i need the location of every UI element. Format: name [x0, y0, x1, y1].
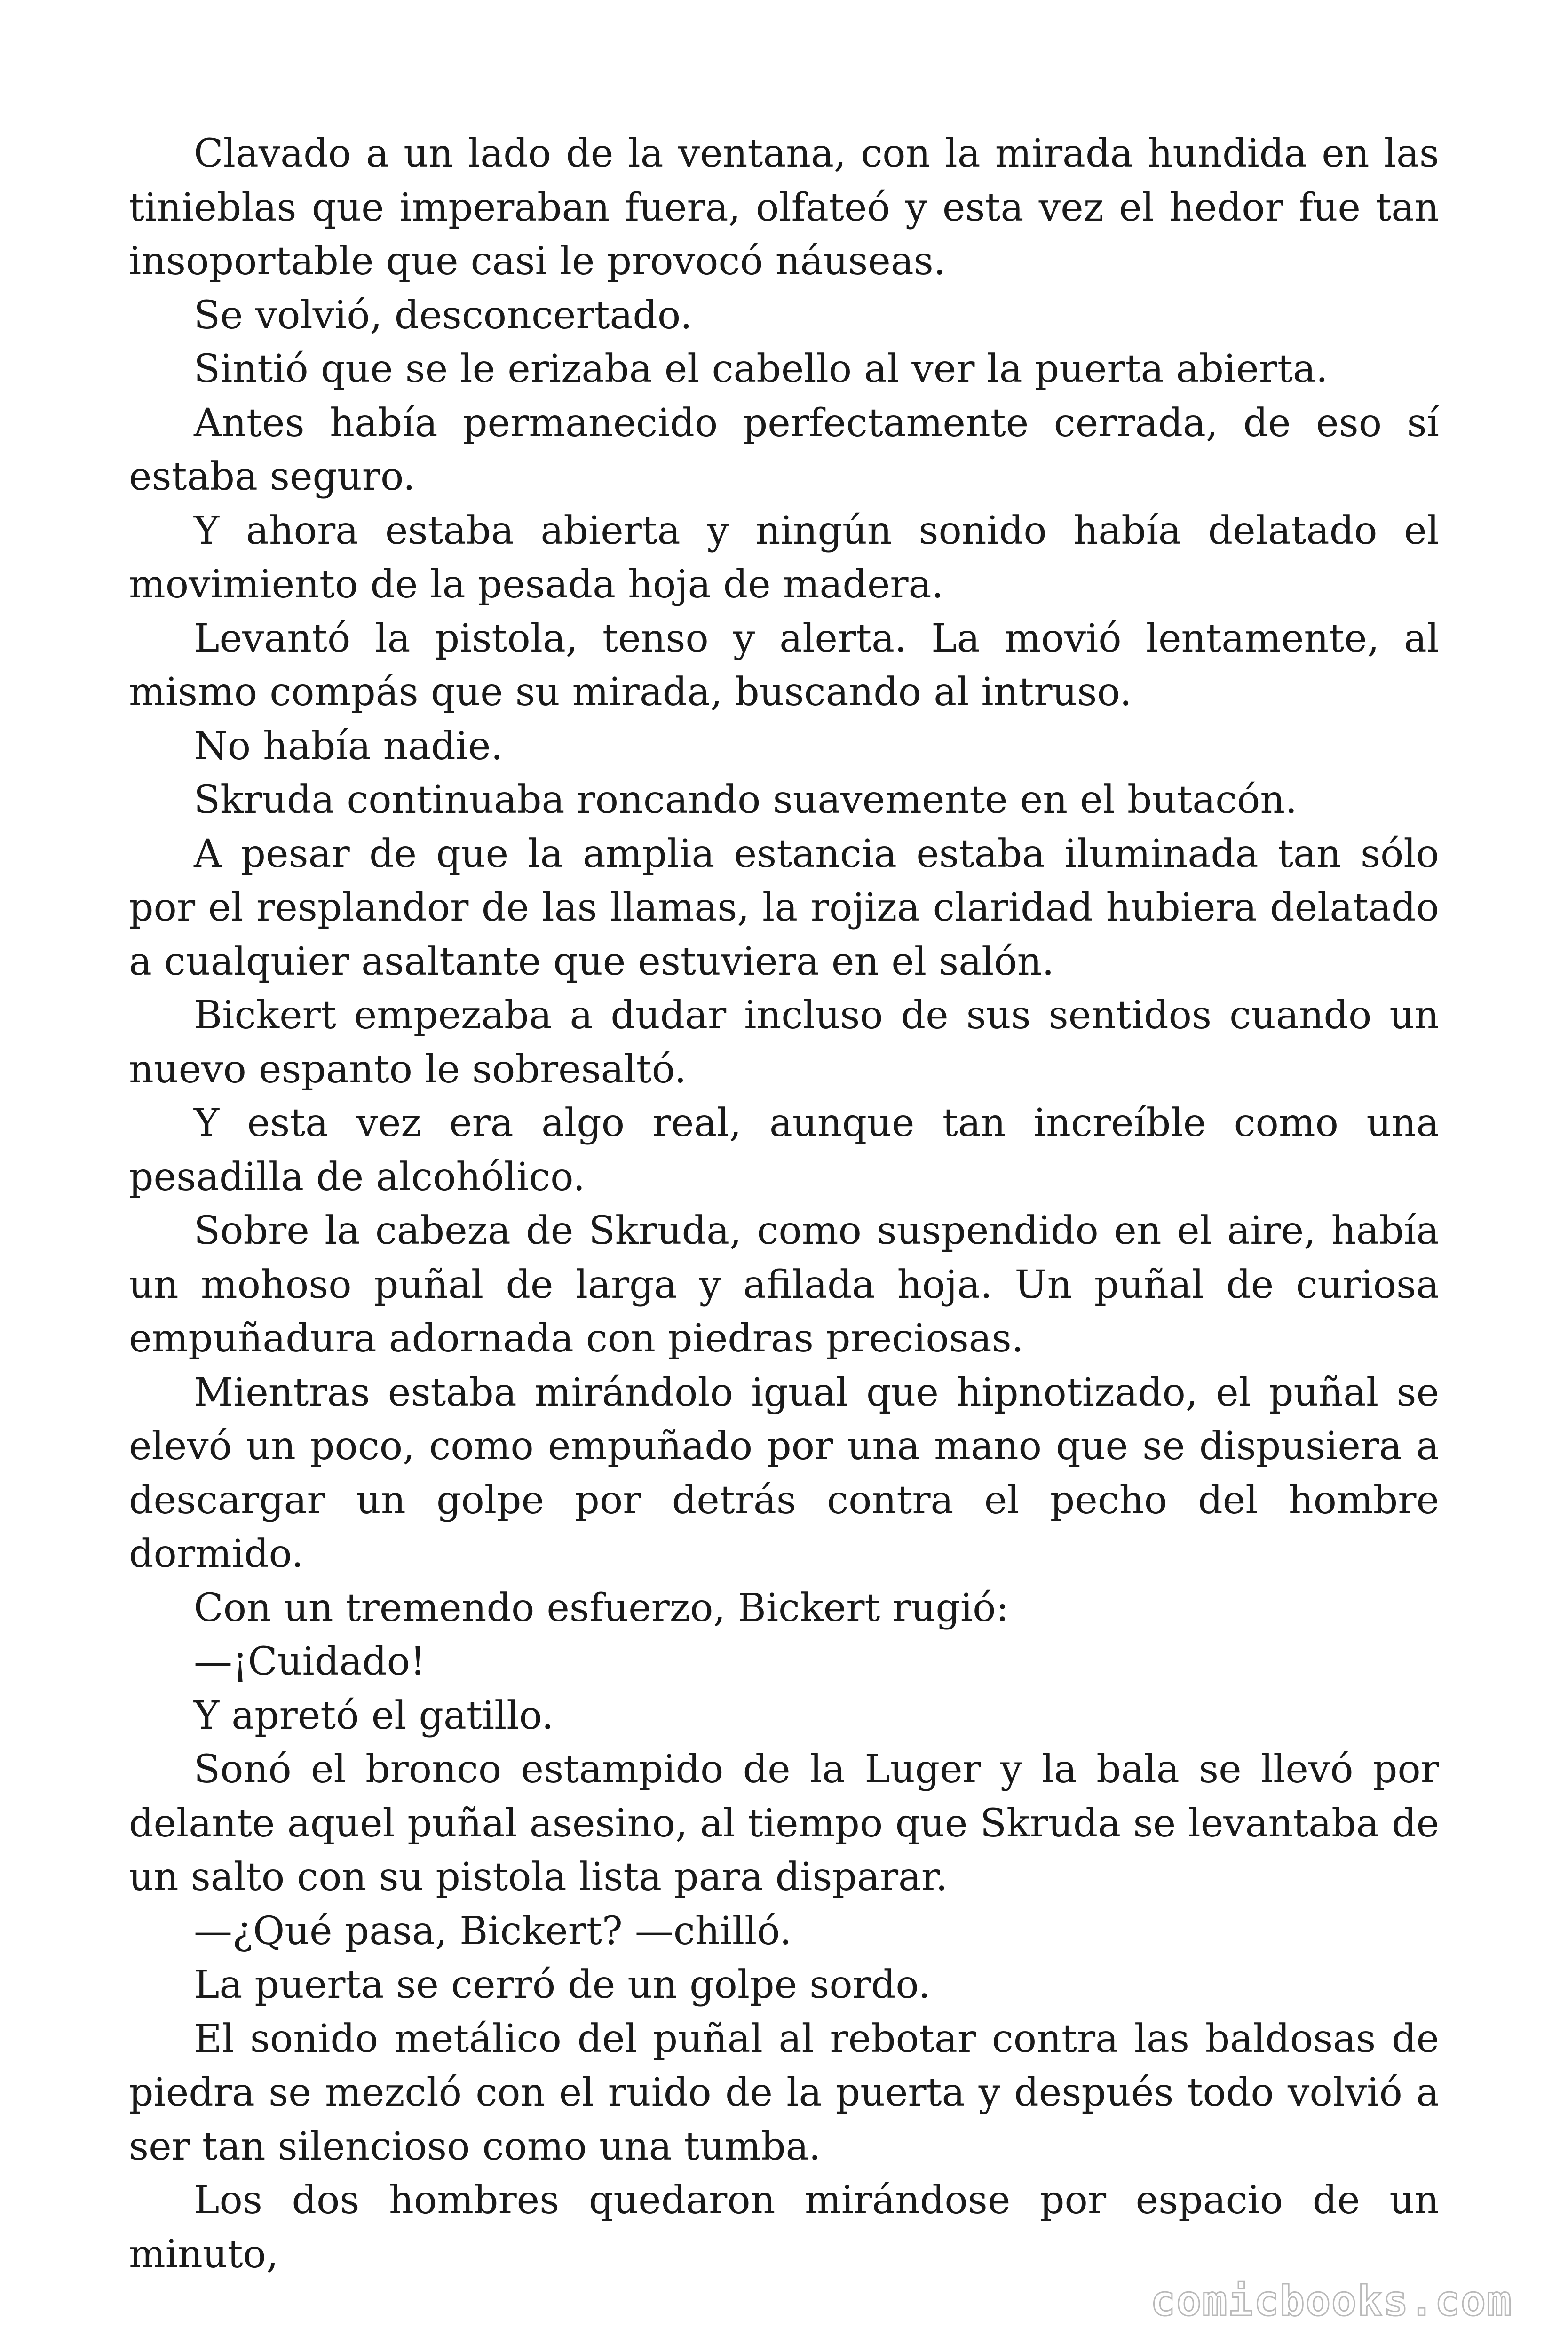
- paragraph: Sonó el bronco estampido de la Luger y la bala se llevó por delante aquel puñal asesino, al tiempo que Skruda se levantaba de un salto con su pistola lista para disparar.: [129, 1747, 1439, 1899]
- page-body-text: [129, 127, 1439, 2281]
- paragraph: No había nadie.: [194, 723, 503, 769]
- paragraph: Sintió que se le erizaba el cabello al ver la puerta abierta.: [194, 347, 1328, 391]
- paragraph: El sonido metálico del puñal al rebotar contra las baldosas de piedra se mezcló con el ruido de la puerta y después todo volvió a ser tan silencioso como una tumba.: [129, 2016, 1439, 2169]
- paragraph: Skruda continuaba roncando suavemente en el butacón.: [194, 778, 1298, 822]
- paragraph: Antes había permanecido perfectamente cerrada, de eso sí estaba seguro.: [129, 400, 1439, 499]
- paragraph: Y ahora estaba abierta y ningún sonido había delatado el movimiento de la pesada hoja de madera.: [129, 508, 1439, 607]
- paragraph: Clavado a un lado de la ventana, con la mirada hundida en las tinieblas que imperaban fuera, olfateó y esta vez el hedor fue tan insoportable que casi le provocó náuseas.: [129, 131, 1439, 284]
- paragraph: Y esta vez era algo real, aunque tan increíble como una pesadilla de alcohólico.: [129, 1101, 1439, 1200]
- paragraph: —¡Cuidado!: [194, 1639, 426, 1684]
- paragraph: Con un tremendo esfuerzo, Bickert rugió:: [194, 1585, 1009, 1630]
- paragraph: Bickert empezaba a dudar incluso de sus sentidos cuando un nuevo espanto le sobresaltó.: [129, 993, 1439, 1092]
- paragraph: Los dos hombres quedaron mirándose por espacio de un minuto,: [129, 2178, 1439, 2277]
- paragraph: Sobre la cabeza de Skruda, como suspendido en el aire, había un mohoso puñal de larga y afilada hoja. Un puñal de curiosa empuñadura adornada con piedras preciosas.: [129, 1208, 1439, 1361]
- paragraph: A pesar de que la amplia estancia estaba iluminada tan sólo por el resplandor de las llamas, la rojiza claridad hubiera delatado a cualquier asaltante que estuviera en el salón.: [129, 831, 1439, 984]
- paragraph: Levantó la pistola, tenso y alerta. La movió lentamente, al mismo compás que su mirada, buscando al intruso.: [129, 616, 1439, 715]
- paragraph: Y apretó el gatillo.: [194, 1693, 554, 1738]
- paragraph: —¿Qué pasa, Bickert? —chilló.: [194, 1908, 792, 1954]
- watermark: comicbooks.com: [1150, 2277, 1513, 2325]
- paragraph: Se volvió, desconcertado.: [194, 293, 692, 338]
- paragraph: La puerta se cerró de un golpe sordo.: [194, 1963, 931, 2007]
- paragraph: Mientras estaba mirándolo igual que hipnotizado, el puñal se elevó un poco, como empuñado por una mano que se dispusiera a descargar un golpe por detrás contra el pecho del hombre dormido.: [129, 1370, 1439, 1576]
